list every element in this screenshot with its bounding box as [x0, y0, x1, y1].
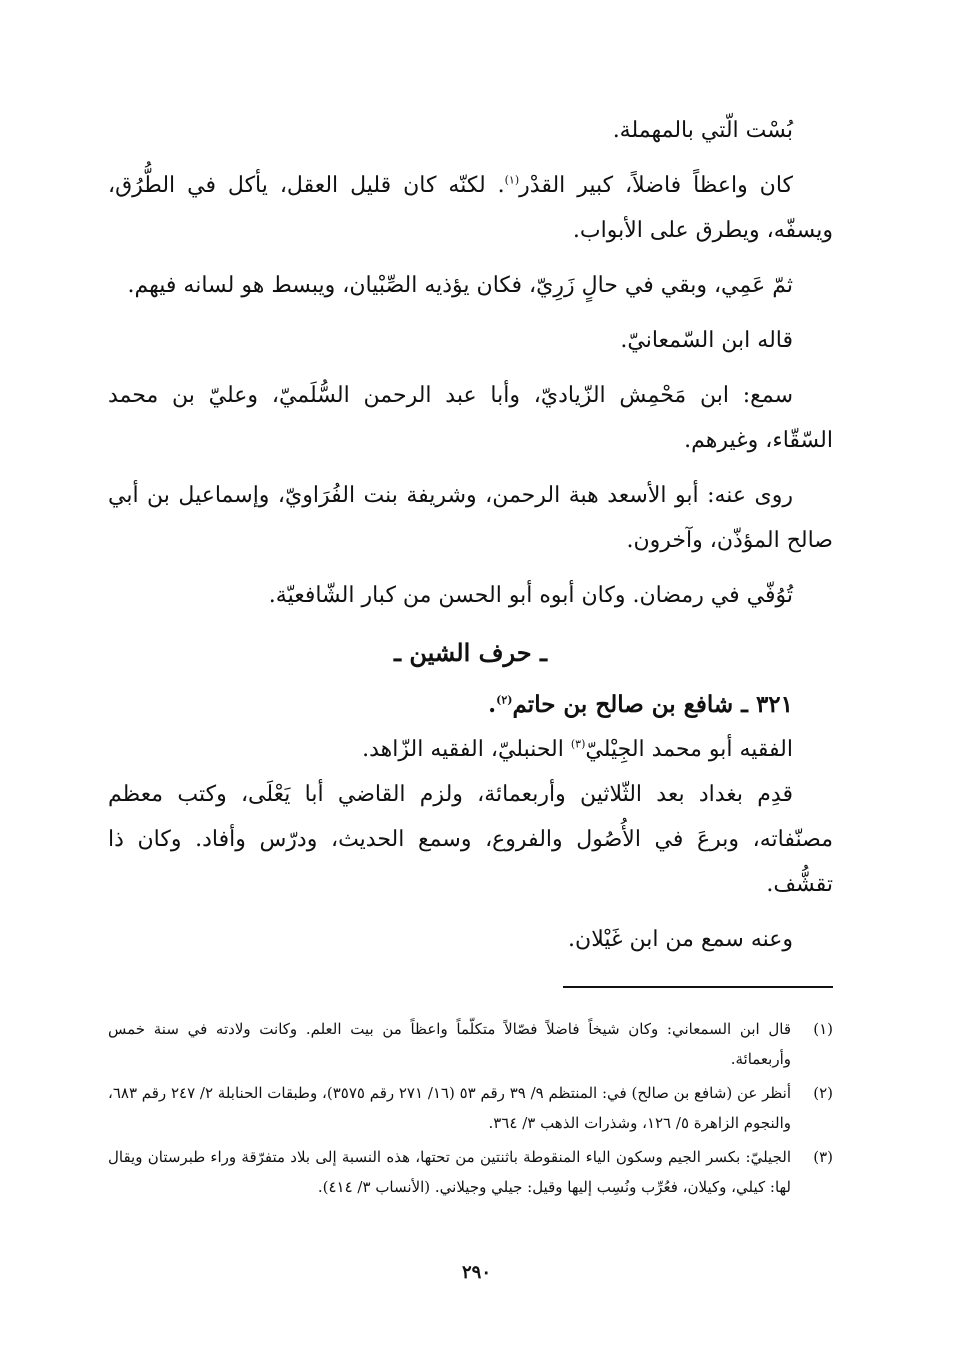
paragraph-3: ثمّ عَمِي، وبقي في حالٍ زَرِيّ، فكان يؤذيه الصِّبْيان، ويبسط هو لسانه فيهم.	[127, 273, 793, 298]
paragraph-5: سمع: ابن مَحْمِش الزّياديّ، وأبا عبد الرحمن السُّلَميّ، وعليّ بن محمد السّقّاء، وغيرهم.	[108, 383, 833, 453]
footnote	[108, 1142, 833, 1202]
main-text	[108, 108, 833, 1196]
paragraph-2	[108, 163, 833, 253]
entry-line-1-b: الحنبليّ، الفقيه الزّاهد.	[362, 737, 571, 762]
footnotes	[108, 1014, 833, 1206]
footnote-ref-1: (١)	[504, 173, 520, 187]
footnote-text: الجيليّ: بكسر الجيم وسكون الياء المنقوطة باثنتين من تحتها، هذه النسبة إلى بلاد متفرّقة وراء طبرستان ويقال لها: كيلي، وكيلان، فعُرِّب ونُسِب إليها وقيل: جيلي وجيلاني. (الأنساب ٣/ ٤١٤).	[108, 1148, 791, 1196]
entry-line-1-a: الفقيه أبو محمد الجِيْليّ	[585, 737, 793, 762]
footnote-ref-2: (٢)	[496, 693, 513, 707]
page-number: ٢٩٠	[461, 1262, 491, 1283]
paragraph-6: روى عنه: أبو الأسعد هبة الرحمن، وشريفة بنت الفُرَاويّ، وإسماعيل بن أبي صالح المؤذّن، وآخرون.	[108, 483, 833, 553]
entry-line-1	[108, 727, 833, 772]
footnote-text: قال ابن السمعاني: وكان شيخاً فاضلاً فصّالاً متكلّماً واعظاً من بيت العلم. وكانت ولادته في سنة خمس وأربعمائة.	[108, 1020, 791, 1068]
entry-paragraph-3: وعنه سمع من ابن غَيْلان.	[568, 927, 793, 952]
footnote-number: (١)	[813, 1020, 833, 1038]
footnote-ref-3: (٣)	[570, 737, 586, 751]
footnote	[108, 1014, 833, 1074]
paragraph-7: تُوُفّي في رمضان. وكان أبوه أبو الحسن من كبار الشّافعيّة.	[268, 583, 793, 608]
paragraph-2-rest: . لكنّه كان قليل العقل، يأكل في الطُّرُق، ويسفّه، ويطرق على الأبواب.	[108, 173, 833, 243]
paragraph-1: بُسْت الّتي بالمهملة.	[612, 118, 793, 143]
entry-paragraph-2: قدِم بغداد بعد الثّلاثين وأربعمائة، ولزم القاضي أبا يَعْلَى، وكتب معظم مصنّفاته، وبرعَ في الأُصُول والفروع، وسمع الحديث، ودرّس وأفاد. وكان ذا تقشُّف.	[108, 782, 833, 897]
paragraph-2-text: كان واعظاً فاضلاً، كبير القدْر	[519, 173, 793, 198]
footnote-number: (٣)	[813, 1148, 833, 1166]
paragraph-4: قاله ابن السّمعانيّ.	[620, 328, 793, 353]
entry-title-text: ٣٢١ ـ شافع بن صالح بن حاتم	[512, 691, 793, 718]
footnote	[108, 1078, 833, 1138]
section-title: ـ حرف الشين ـ	[394, 638, 547, 667]
footnote-separator	[563, 986, 833, 988]
entry-title	[108, 682, 833, 727]
footnote-text: أنظر عن (شافع بن صالح) في: المنتظم ٩/ ٣٩ رقم ٥٣ (١٦/ ٢٧١ رقم ٣٥٧٥)، وطبقات الحنابلة ٢/ ٢٤٧ رقم ٦٨٣، والنجوم الزاهرة ٥/ ١٢٦، وشذرات الذهب ٣/ ٣٦٤.	[108, 1084, 791, 1132]
entry-title-end: .	[488, 691, 497, 718]
footnote-number: (٢)	[813, 1084, 833, 1102]
